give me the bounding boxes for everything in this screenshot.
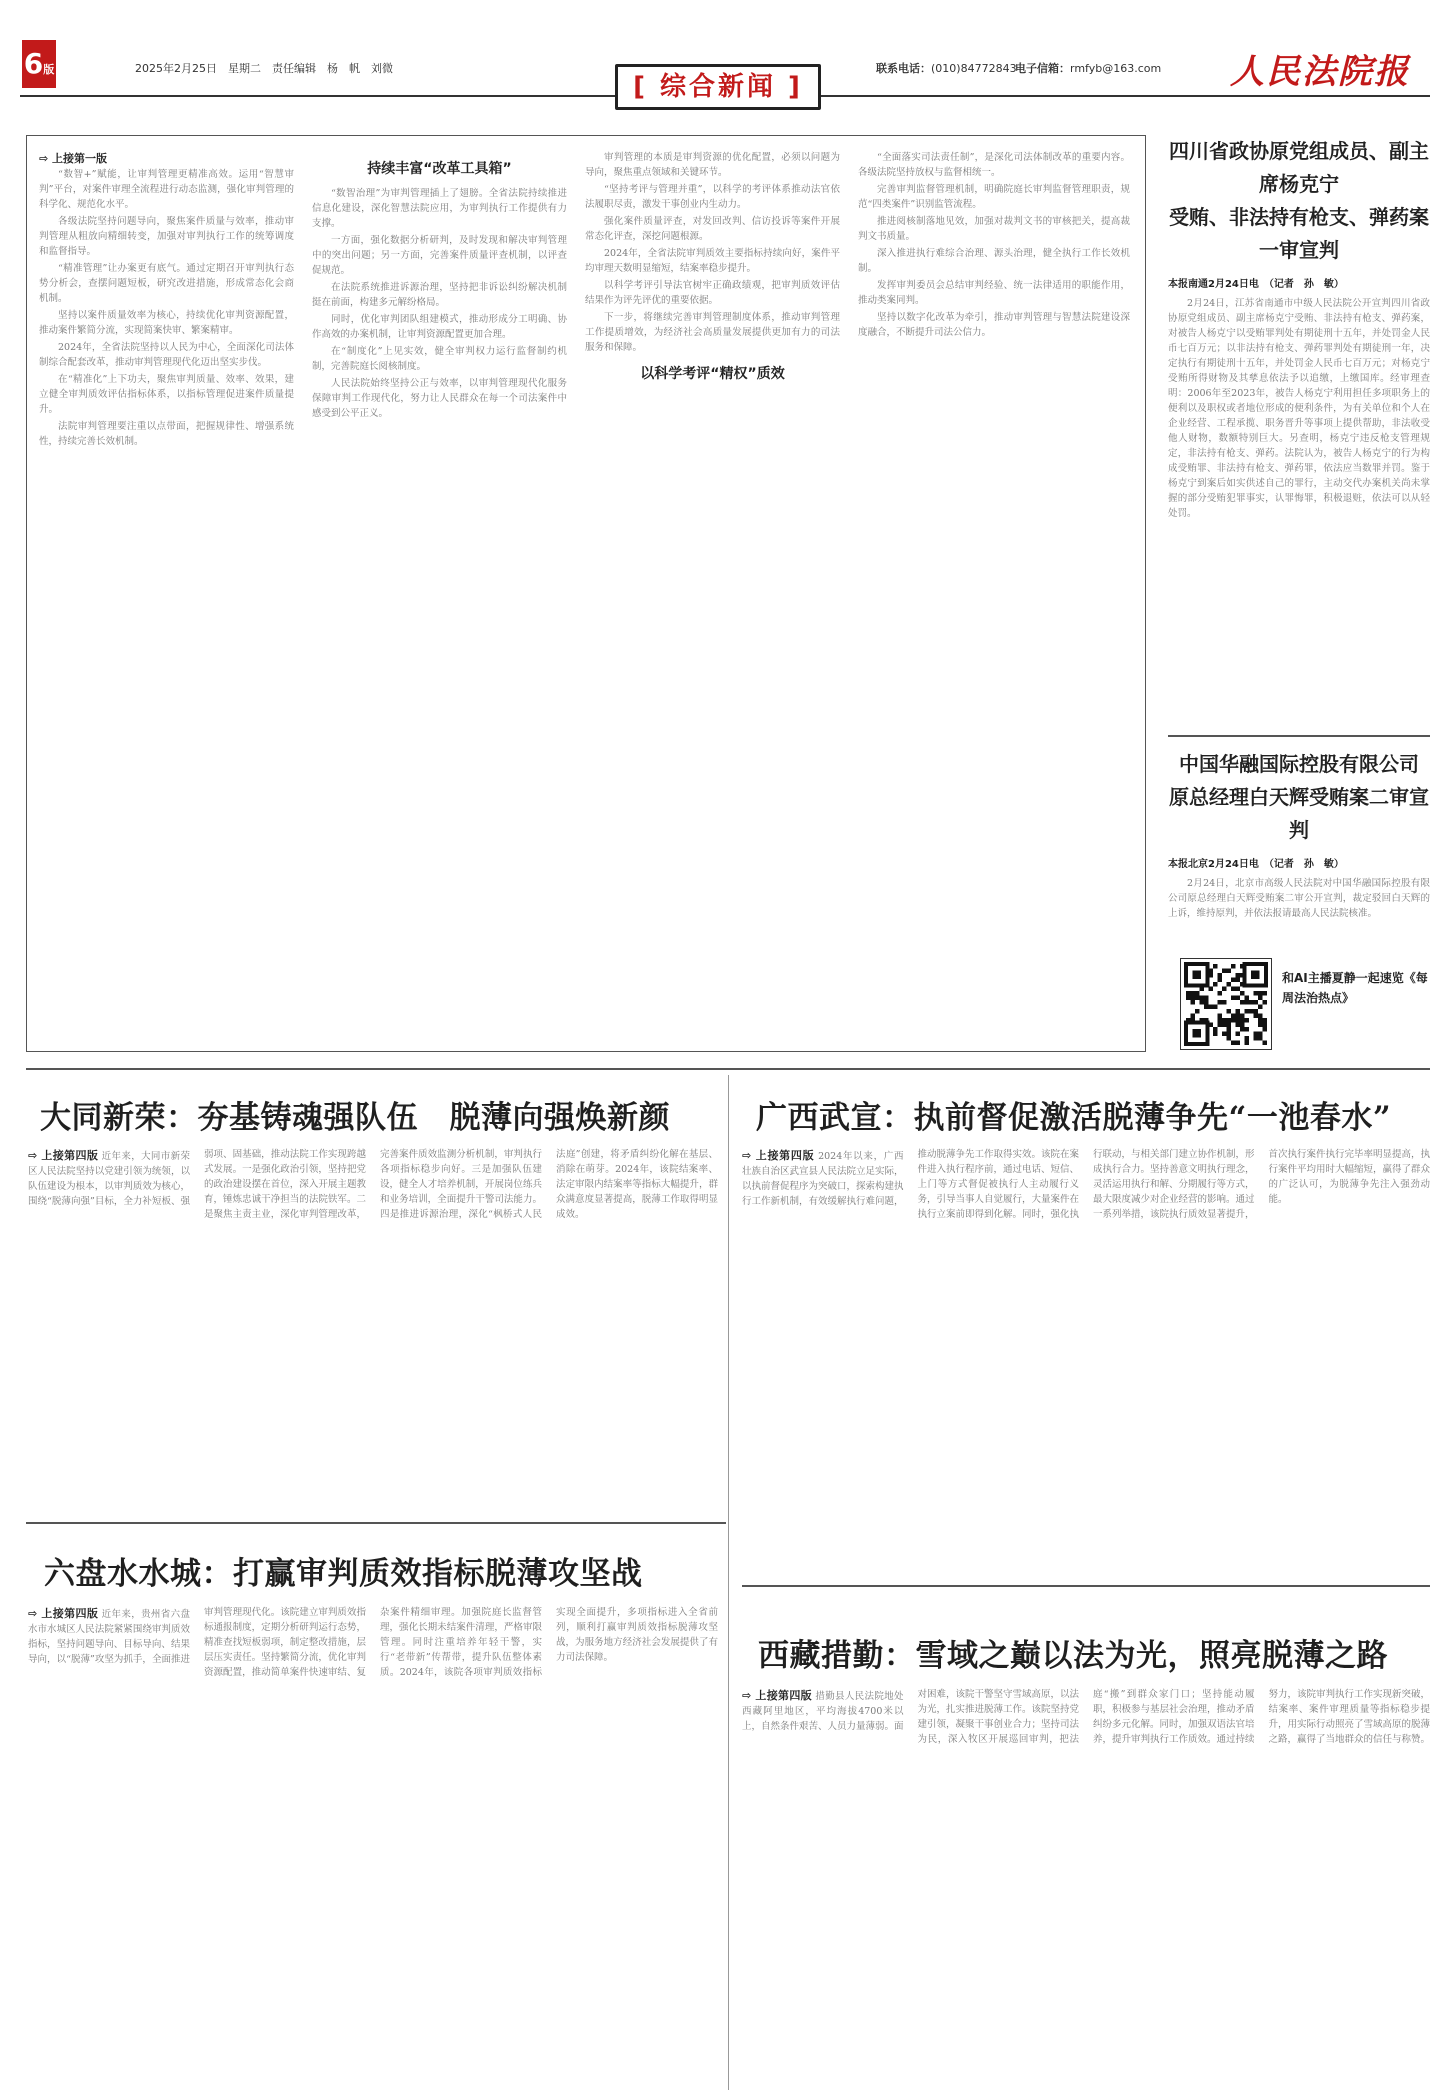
article-body: ⇨ 上接第四版 近年来，贵州省六盘水市水城区人民法院紧紧围绕审判质效指标，坚持问题导向、目标导向、结果导向，以“脱薄”攻坚为抓手，全面推进审判管理现代化。该院建立审判质效指标通报制度，定期分析研判运行态势，精准查找短板弱项，制定整改措施，层层压实责任。坚持繁简分流，优化审判资源配置，推动简单案件快速审结、复杂案件精细审理。加强院庭长监督管理，强化长期未结案件清理，严格审限管理。同时注重培养年轻干警，实行“老带新”传帮带，提升队伍整体素质。2024年，该院各项审判质效指标实现全面提升，多项指标进入全省前列，顺利打赢审判质效指标脱薄攻坚战，为服务地方经济社会发展提供了有力司法保障。 xyxy=(28,1605,718,2085)
divider xyxy=(26,1522,726,1524)
article-column xyxy=(39,150,294,1040)
news-body: 2月24日，北京市高级人民法院对中国华融国际控股有限公司原总经理白天辉受贿案二审公开宣判，裁定驳回白天辉的上诉，维持原判，并依法报请最高人民法院核准。 xyxy=(1168,878,1430,919)
page-number: 6版 xyxy=(22,40,56,88)
paragraph: 在法院系统推进诉源治理，坚持把非诉讼纠纷解决机制挺在前面，构建多元解纷格局。 xyxy=(312,282,567,308)
paragraph: 在“制度化”上见实效，健全审判权力运行监督制约机制，完善院庭长阅核制度。 xyxy=(312,346,567,372)
paragraph: 人民法院始终坚持公正与效率，以审判管理现代化服务保障审判工作现代化，努力让人民群众在每一个司法案件中感受到公平正义。 xyxy=(312,378,567,419)
qr-code[interactable] xyxy=(1180,958,1272,1050)
article-column xyxy=(585,150,840,1040)
paragraph: 在“精准化”上下功夫，聚焦审判质量、效率、效果，建立健全审判质效评估指标体系，以指标管理促进案件质量提升。 xyxy=(39,374,294,415)
paragraph: “数智+”赋能，让审判管理更精准高效。运用“智慧审判”平台，对案件审理全流程进行动态监测，强化审判管理的科学化、规范化水平。 xyxy=(39,169,294,210)
top-article-box xyxy=(26,135,1146,1052)
regional-article xyxy=(28,1080,718,1567)
article-column-text xyxy=(39,167,294,449)
contact-info: 联系电话：(010)84772843 xyxy=(876,62,1017,75)
article-body: ⇨ 上接第四版 措勤县人民法院地处西藏阿里地区，平均海拔4700米以上，自然条件艰苦、人员力量薄弱。面对困难，该院干警坚守雪域高原，以法为光，扎实推进脱薄工作。该院坚持党建引领，凝聚干事创业合力；坚持司法为民，深入牧区开展巡回审判，把法庭“搬”到群众家门口；坚持能动履职，积极参与基层社会治理，推动矛盾纠纷多元化解。同时，加强双语法官培养，提升审判执行工作质效。通过持续努力，该院审判执行工作实现新突破，结案率、案件审理质量等指标稳步提升，用实际行动照亮了雪域高原的脱薄之路，赢得了当地群众的信任与称赞。 xyxy=(742,1687,1430,2087)
edition-date-info: 2025年2月25日 星期二 责任编辑 杨 帆 刘微 xyxy=(135,62,393,75)
article-column-text xyxy=(858,150,1130,340)
news-headline: 中国华融国际控股有限公司 原总经理白天辉受贿案二审宣判 xyxy=(1169,752,1429,842)
divider xyxy=(1168,735,1430,737)
right-news-2 xyxy=(1168,748,1430,956)
article-subhead: 以科学考评“精权”质效 xyxy=(640,366,785,382)
paragraph: 法院审判管理要注重以点带面，把握规律性、增强系统性，持续完善长效机制。 xyxy=(39,421,294,447)
paragraph: 2024年，全省法院坚持以人民为中心，全面深化司法体制综合配套改革，推动审判管理现代化迈出坚实步伐。 xyxy=(39,342,294,368)
paragraph: 完善审判监督管理机制，明确院庭长审判监督管理职责，规范“四类案件”识别监管流程。 xyxy=(858,184,1130,210)
paragraph: 下一步，将继续完善审判管理制度体系，推动审判管理工作提质增效，为经济社会高质量发展提供更加有力的司法服务和保障。 xyxy=(585,312,840,353)
news-headline: 四川省政协原党组成员、副主席杨克宁 受贿、非法持有枪支、弹药案一审宣判 xyxy=(1169,139,1429,262)
paragraph: 强化案件质量评查，对发回改判、信访投诉等案件开展常态化评查，深挖问题根源。 xyxy=(585,216,840,242)
article-body: ⇨ 上接第四版 近年来，大同市新荣区人民法院坚持以党建引领为统领，以队伍建设为根本，以审判质效为核心，围绕“脱薄向强”目标，全力补短板、强弱项、固基础，推动法院工作实现跨越式发展。一是强化政治引领，坚持把党的政治建设摆在首位，深入开展主题教育，锤炼忠诚干净担当的法院铁军。二是聚焦主责主业，深化审判管理改革，完善案件质效监测分析机制，审判执行各项指标稳步向好。三是加强队伍建设，健全人才培养机制，开展岗位练兵和业务培训，全面提升干警司法能力。四是推进诉源治理，深化“枫桥式人民法庭”创建，将矛盾纠纷化解在基层、消除在萌芽。2024年，该院结案率、法定审限内结案率等指标大幅提升，群众满意度显著提高，脱薄工作取得明显成效。 xyxy=(28,1147,718,1567)
continued-label: ⇨ 上接第一版 xyxy=(39,152,107,165)
news-byline: 本报南通2月24日电 （记者 孙 敏） xyxy=(1168,279,1344,290)
paragraph: “全面落实司法责任制”，是深化司法体制改革的重要内容。各级法院坚持放权与监督相统一。 xyxy=(858,152,1130,178)
article-column-text xyxy=(312,186,567,421)
regional-article xyxy=(742,1600,1430,2087)
article-headline: 大同新荣：夯基铸魂强队伍 脱薄向强焕新颜 xyxy=(40,1100,670,1136)
news-body: 2月24日，江苏省南通市中级人民法院公开宣判四川省政协原党组成员、副主席杨克宁受贿、非法持有枪支、弹药案，对被告人杨克宁以受贿罪判处有期徒刑十五年，并处罚金人民币七百万元；以非法持有枪支、弹药罪判处有期徒刑一年，决定执行有期徒刑十五年，并处罚金人民币七百万元；对杨克宁受贿所得财物及其孳息依法予以追缴，上缴国库。经审理查明：2006年至2023年，被告人杨克宁利用担任多项职务上的便利以及职权或者地位形成的便利条件，为有关单位和个人在企业经营、工程承揽、职务晋升等事项上提供帮助，非法收受他人财物，数额特别巨大。另查明，杨克宁违反枪支管理规定，非法持有枪支、弹药。法院认为，被告人杨克宁的行为构成受贿罪、非法持有枪支、弹药罪，依法应当数罪并罚。鉴于杨克宁到案后如实供述自己的罪行，主动交代办案机关尚未掌握的部分受贿犯罪事实，认罪悔罪，积极退赃，依法可以从轻处罚。 xyxy=(1168,298,1430,519)
column-divider xyxy=(728,1075,729,2090)
right-news-1 xyxy=(1168,135,1430,786)
article-column xyxy=(858,150,1130,1040)
paragraph: 各级法院坚持问题导向，聚焦案件质量与效率，推动审判管理从粗放向精细转变，加强对审判执行工作的统筹调度和监督指导。 xyxy=(39,216,294,257)
paragraph: “数智治理”为审判管理插上了翅膀。全省法院持续推进信息化建设，深化智慧法院应用，为审判执行工作提供有力支撑。 xyxy=(312,188,567,229)
regional-article xyxy=(28,1530,718,2085)
paragraph: 坚持以案件质量效率为核心，持续优化审判资源配置，推动案件繁简分流，实现简案快审、繁案精审。 xyxy=(39,310,294,336)
regional-article xyxy=(742,1080,1430,1617)
news-byline: 本报北京2月24日电 （记者 孙 敏） xyxy=(1168,859,1344,870)
article-column-text xyxy=(585,150,840,355)
article-subhead: 持续丰富“改革工具箱” xyxy=(367,161,512,177)
paragraph: 一方面，强化数据分析研判，及时发现和解决审判管理中的突出问题；另一方面，完善案件质量评查机制，以评查促规范。 xyxy=(312,235,567,276)
divider xyxy=(26,1068,1430,1070)
paragraph: 坚持以数字化改革为牵引，推动审判管理与智慧法院建设深度融合，不断提升司法公信力。 xyxy=(858,312,1130,338)
paragraph: 审判管理的本质是审判资源的优化配置，必须以问题为导向，聚焦重点领域和关键环节。 xyxy=(585,152,840,178)
article-headline: 六盘水水城：打赢审判质效指标脱薄攻坚战 xyxy=(44,1556,643,1592)
divider xyxy=(742,1585,1430,1587)
email-info: 电子信箱：rmfyb@163.com xyxy=(1015,62,1162,75)
qr-caption: 和AI主播夏静一起速览《每周法治热点》 xyxy=(1282,971,1428,1005)
article-body: ⇨ 上接第四版 2024年以来，广西壮族自治区武宣县人民法院立足实际，以执前督促程序为突破口，探索构建执行工作新机制，有效缓解执行难问题，推动脱薄争先工作取得实效。该院在案件进入执行程序前，通过电话、短信、上门等方式督促被执行人主动履行义务，引导当事人自觉履行，大量案件在执行立案前即得到化解。同时，强化执行联动，与相关部门建立协作机制，形成执行合力。坚持善意文明执行理念，灵活运用执行和解、分期履行等方式，最大限度减少对企业经营的影响。通过一系列举措，该院执行质效显著提升，首次执行案件执行完毕率明显提高，执行案件平均用时大幅缩短，赢得了群众的广泛认可，为脱薄争先注入强劲动能。 xyxy=(742,1147,1430,1617)
article-headline: 广西武宣：执前督促激活脱薄争先“一池春水” xyxy=(756,1100,1392,1136)
paragraph: 深入推进执行难综合治理、源头治理，健全执行工作长效机制。 xyxy=(858,248,1130,274)
paragraph: 同时，优化审判团队组建模式，推动形成分工明确、协作高效的办案机制，让审判资源配置更加合理。 xyxy=(312,314,567,340)
article-headline: 西藏措勤：雪域之巅以法为光，照亮脱薄之路 xyxy=(758,1638,1388,1674)
paragraph: “精准管理”让办案更有底气。通过定期召开审判执行态势分析会，查摆问题短板，研究改进措施，形成常态化会商机制。 xyxy=(39,263,294,304)
newspaper-brand: 人民法院报 xyxy=(1230,52,1410,92)
article-column xyxy=(312,150,567,1040)
section-title: [ 综合新闻 ] xyxy=(615,64,821,110)
paragraph: 以科学考评引导法官树牢正确政绩观，把审判质效评估结果作为评先评优的重要依据。 xyxy=(585,280,840,306)
paragraph: “坚持考评与管理并重”，以科学的考评体系推动法官依法履职尽责，激发干事创业内生动力。 xyxy=(585,184,840,210)
paragraph: 2024年，全省法院审判质效主要指标持续向好，案件平均审理天数明显缩短，结案率稳步提升。 xyxy=(585,248,840,274)
paragraph: 推进阅核制落地见效，加强对裁判文书的审核把关，提高裁判文书质量。 xyxy=(858,216,1130,242)
paragraph: 发挥审判委员会总结审判经验、统一法律适用的职能作用，推动类案同判。 xyxy=(858,280,1130,306)
